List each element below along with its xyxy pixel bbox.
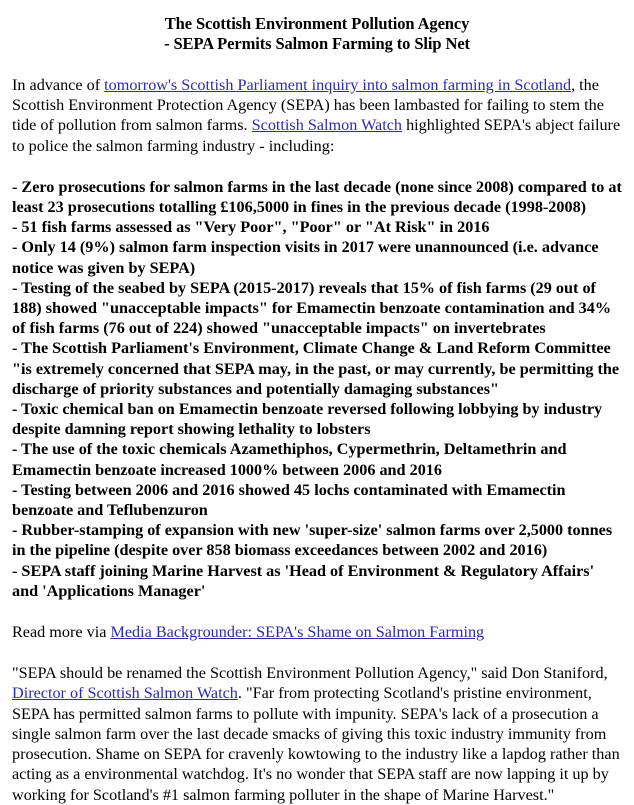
bullet-item: - Only 14 (9%) salmon farm inspection visits in 2017 were unannounced (i.e. advance notice was given by SEPA) xyxy=(12,238,599,277)
intro-text-after-link-1: , the Scottish Environment Protection Agency (SEPA) has been lambasted for failing to stem the tide of pollution from salmon farms. xyxy=(12,76,604,135)
page-title xyxy=(12,14,622,54)
bullet-item: - Toxic chemical ban on Emamectin benzoate reversed following lobbying by industry despite damning report showing lethality to lobsters xyxy=(12,400,603,439)
page-title-line-1: The Scottish Environment Pollution Agency xyxy=(164,14,470,33)
bullet-item: - Testing between 2006 and 2016 showed 45 lochs contaminated with Emamectin benzoate and Teflubenzuron xyxy=(12,480,566,520)
bullet-list xyxy=(12,177,622,601)
link-scottish-salmon-watch[interactable]: Scottish Salmon Watch xyxy=(251,116,403,135)
link-director-scottish-salmon-watch[interactable]: Director of Scottish Salmon Watch xyxy=(12,684,238,703)
page-title-line-2: - SEPA Permits Salmon Farming to Slip Net xyxy=(164,34,470,53)
bullet-item: - Zero prosecutions for salmon farms in the last decade (none since 2008) compared to at least 23 prosecutions totalling £106,5000 in fines in the previous decade (1998-2008) xyxy=(12,177,622,217)
intro-text-after-link-2: highlighted SEPA's abject failure to police the salmon farming industry - including: xyxy=(12,116,621,155)
link-media-backgrounder[interactable]: Media Backgrounder: SEPA's Shame on Salmon Farming xyxy=(110,623,485,642)
quote-text-before-link: "SEPA should be renamed the Scottish Environment Pollution Agency," said Don Staniford, xyxy=(12,664,608,683)
read-more-prefix: Read more via xyxy=(12,623,111,642)
bullet-item: - Testing of the seabed by SEPA (2015-2017) reveals that 15% of fish farms (29 out of 188) showed "unacceptable impacts" for Emamectin benzoate contamination and 34% of fish farms (76 out of 224) showed "unacceptable impacts" on invertebrates xyxy=(12,278,612,338)
link-parliament-inquiry[interactable]: tomorrow's Scottish Parliament inquiry into salmon farming in Scotland xyxy=(104,76,572,94)
bullet-item: - Rubber-stamping of expansion with new 'super-size' salmon farms over 2,5000 tonnes in the pipeline (despite over 858 biomass exceedances between 2002 and 2016) xyxy=(12,521,613,560)
read-more-line xyxy=(12,622,622,642)
intro-paragraph xyxy=(12,75,622,156)
intro-text-before-link-1: In advance of xyxy=(12,76,105,94)
quote-text-after-link: . "Far from protecting Scotland's pristine environment, SEPA has permitted salmon farms to pollute with impunity. SEPA's lack of a prosecution a single salmon farm over the last decade smacks of giving this toxic industry immunity from prosecution. Shame on SEPA for cravenly kowtowing to the industry like a lapdog rather than acting as a environmental watchdog. It's no wonder that SEPA staff are now lapping it up by working for Scotland's #1 salmon farming polluter in the shape of Marine Harvest." xyxy=(12,684,620,804)
quote-paragraph xyxy=(12,663,622,804)
bullet-item: - The Scottish Parliament's Environment, Climate Change & Land Reform Committee "is extremely concerned that SEPA may, in the past, or may currently, be permitting the discharge of priority substances and potentially damaging substances" xyxy=(12,339,620,398)
bullet-item: - SEPA staff joining Marine Harvest as 'Head of Environment & Regulatory Affairs' and 'Applications Manager' xyxy=(12,561,595,600)
bullet-item: - The use of the toxic chemicals Azamethiphos, Cypermethrin, Deltamethrin and Emamectin benzoate increased 1000% between 2006 and 2016 xyxy=(12,440,567,479)
bullet-item: - 51 fish farms assessed as "Very Poor", "Poor" or "At Risk" in 2016 xyxy=(12,218,490,237)
